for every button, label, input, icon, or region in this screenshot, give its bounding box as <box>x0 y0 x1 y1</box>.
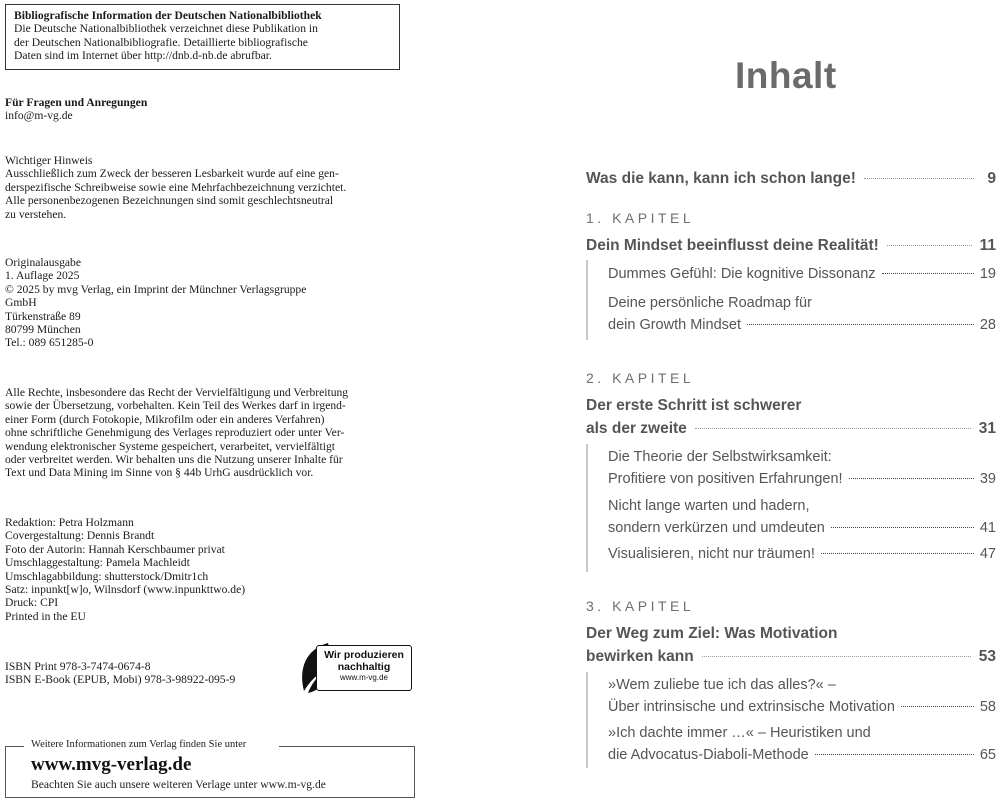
rights-line: sowie der Übersetzung, vorbehalten. Kein Teil des Werkes darf in irgend- <box>5 399 346 413</box>
section-title: »Ich dachte immer …« – Heuristiken und <box>608 725 871 741</box>
leader-dots <box>747 324 974 325</box>
info-box-border <box>6 746 24 747</box>
toc-chapter-entry <box>586 394 996 440</box>
credits-line: Umschlagabbildung: shutterstock/Dmitr1ch <box>5 569 209 583</box>
chapter-side-rule <box>586 260 588 340</box>
edition-line: GmbH <box>5 296 37 310</box>
chapter-side-rule <box>586 444 588 572</box>
leader-dots <box>887 245 972 246</box>
toc-chapter-entry <box>586 622 996 668</box>
chapter-title: bewirken kann <box>586 648 694 665</box>
rights-block <box>5 386 417 480</box>
chapter-label: 2. KAPITEL <box>586 370 695 386</box>
edition-line: Originalausgabe <box>5 256 81 269</box>
toc-page-number: 28 <box>979 317 996 333</box>
credits-line: Printed in the EU <box>5 609 86 623</box>
toc-section-entry <box>608 674 996 718</box>
leader-dots <box>849 478 974 479</box>
edition-line: Tel.: 089 651285-0 <box>5 336 94 350</box>
leader-dots <box>901 706 974 707</box>
info-box-border <box>279 746 414 747</box>
chapter-label: 3. KAPITEL <box>586 598 695 614</box>
credits-line: Covergestaltung: Dennis Brandt <box>5 529 155 543</box>
toc-page-number: 9 <box>987 170 996 187</box>
leader-dots <box>864 178 974 179</box>
notice-line: derspezifische Schreibweise sowie eine Mehrfachbezeichnung verzichtet. <box>5 180 347 194</box>
toc-page-number: 11 <box>979 237 996 254</box>
notice-heading: Wichtiger Hinweis <box>5 154 93 167</box>
section-title: Über intrinsische und extrinsische Motivation <box>608 699 895 715</box>
leader-dots <box>831 527 974 528</box>
edition-line: 80799 München <box>5 323 81 337</box>
section-title: dein Growth Mindset <box>608 317 741 333</box>
bibliographic-info-title: Bibliografische Information der Deutschen Nationalbibliothek <box>14 9 322 22</box>
section-title: Deine persönliche Roadmap für <box>608 295 812 311</box>
imprint-page <box>0 0 420 800</box>
toc-section-entry <box>608 292 996 336</box>
toc-section-entry <box>608 543 996 565</box>
toc-section-entry <box>608 263 996 285</box>
edition-line: Türkenstraße 89 <box>5 309 81 323</box>
toc-page-number: 31 <box>978 420 996 437</box>
toc-page-number: 53 <box>978 648 996 665</box>
toc-page-number: 39 <box>979 471 996 487</box>
edition-line: 1. Auflage 2025 <box>5 269 80 283</box>
rights-line: Alle Rechte, insbesondere das Recht der Vervielfältigung und Verbreitung <box>5 386 349 399</box>
bibliographic-info-line: Daten sind im Internet über http://dnb.d-nb.de abrufbar. <box>14 49 272 63</box>
chapter-title: Der erste Schritt ist schwerer <box>586 397 802 414</box>
toc-section-entry <box>608 446 996 490</box>
leader-dots <box>821 553 974 554</box>
rights-line: wendung elektronischer Systeme gespeichert, verarbeitet, vervielfältigt <box>5 439 335 453</box>
section-title: die Advocatus-Diaboli-Methode <box>608 747 809 763</box>
chapter-title: Dein Mindset beeinflusst deine Realität! <box>586 237 879 254</box>
toc-page <box>580 0 1000 800</box>
notice-line: Alle personenbezogenen Bezeichnungen sind somit geschlechtsneutral <box>5 194 334 208</box>
notice-block <box>5 154 417 221</box>
chapter-title: als der zweite <box>586 420 687 437</box>
contact-block <box>5 96 417 123</box>
section-title: Nicht lange warten und hadern, <box>608 498 810 514</box>
bibliographic-info-box <box>5 4 400 70</box>
leader-dots <box>702 656 971 657</box>
toc-page-number: 19 <box>979 266 996 282</box>
section-title: »Wem zuliebe tue ich das alles?« – <box>608 677 836 693</box>
credits-line: Redaktion: Petra Holzmann <box>5 516 134 529</box>
rights-line: einer Form (durch Fotokopie, Mikrofilm oder ein anderes Verfahren) <box>5 412 325 426</box>
sustainability-logo <box>296 641 414 695</box>
notice-line: zu verstehen. <box>5 207 67 221</box>
credits-block <box>5 516 417 623</box>
publisher-other-imprints: Beachten Sie auch unsere weiteren Verlage unter www.m-vg.de <box>31 778 326 791</box>
chapter-title: Der Weg zum Ziel: Was Motivation <box>586 625 838 642</box>
notice-line: Ausschließlich zum Zweck der besseren Lesbarkeit wurde auf eine gen- <box>5 167 339 181</box>
toc-section-entry <box>608 495 996 539</box>
section-title: Profitiere von positiven Erfahrungen! <box>608 471 843 487</box>
toc-page-number: 65 <box>979 747 996 763</box>
edition-line: © 2025 by mvg Verlag, ein Imprint der Münchner Verlagsgruppe <box>5 282 307 296</box>
isbn-print: ISBN Print 978-3-7474-0674-8 <box>5 660 151 673</box>
bibliographic-info-line: Die Deutsche Nationalbibliothek verzeichnet diese Publikation in <box>14 22 318 36</box>
edition-block <box>5 256 417 350</box>
credits-line: Satz: inpunkt[w]o, Wilnsdorf (www.inpunkttwo.de) <box>5 583 246 597</box>
isbn-ebook: ISBN E-Book (EPUB, Mobi) 978-3-98922-095-9 <box>5 673 236 687</box>
chapter-label: 1. KAPITEL <box>586 210 695 226</box>
section-title: Die Theorie der Selbstwirksamkeit: <box>608 449 832 465</box>
credits-line: Foto der Autorin: Hannah Kerschbaumer privat <box>5 542 225 556</box>
toc-page-number: 41 <box>979 520 996 536</box>
logo-url: www.m-vg.de <box>339 673 388 682</box>
chapter-side-rule <box>586 672 588 768</box>
logo-line2: nachhaltig <box>337 661 391 673</box>
bibliographic-info-line: der Deutschen Nationalbibliografie. Detaillierte bibliografische <box>14 35 308 49</box>
toc-section-entry <box>608 722 996 766</box>
rights-line: ohne schriftliche Genehmigung des Verlages reproduziert oder unter Ver- <box>5 426 345 440</box>
publisher-info-caption: Weitere Informationen zum Verlag finden Sie unter <box>31 739 247 750</box>
rights-line: Text und Data Mining im Sinne von § 44b UrhG ausdrücklich vor. <box>5 466 314 480</box>
toc-page-number: 58 <box>979 699 996 715</box>
toc-intro-entry <box>586 167 996 190</box>
contact-heading: Für Fragen und Anregungen <box>5 96 148 109</box>
credits-line: Druck: CPI <box>5 596 59 610</box>
toc-chapter-entry <box>586 234 996 257</box>
publisher-info-box <box>5 739 415 798</box>
leader-dots <box>815 754 974 755</box>
publisher-website: www.mvg-verlag.de <box>31 754 192 775</box>
toc-intro-title: Was die kann, kann ich schon lange! <box>586 170 856 187</box>
toc-title: Inhalt <box>735 55 837 96</box>
section-title: Visualisieren, nicht nur träumen! <box>608 546 815 562</box>
section-title: sondern verkürzen und umdeuten <box>608 520 825 536</box>
section-title: Dummes Gefühl: Die kognitive Dissonanz <box>608 266 876 282</box>
contact-email: info@m-vg.de <box>5 109 73 123</box>
credits-line: Umschlaggestaltung: Pamela Machleidt <box>5 556 190 570</box>
logo-line1: Wir produzieren <box>324 649 404 661</box>
leader-dots <box>695 428 971 429</box>
toc-page-number: 47 <box>979 546 996 562</box>
leader-dots <box>882 273 974 274</box>
sustainability-badge <box>316 645 412 691</box>
rights-line: oder verbreitet werden. Wir behalten uns die Nutzung unserer Inhalte für <box>5 453 343 467</box>
